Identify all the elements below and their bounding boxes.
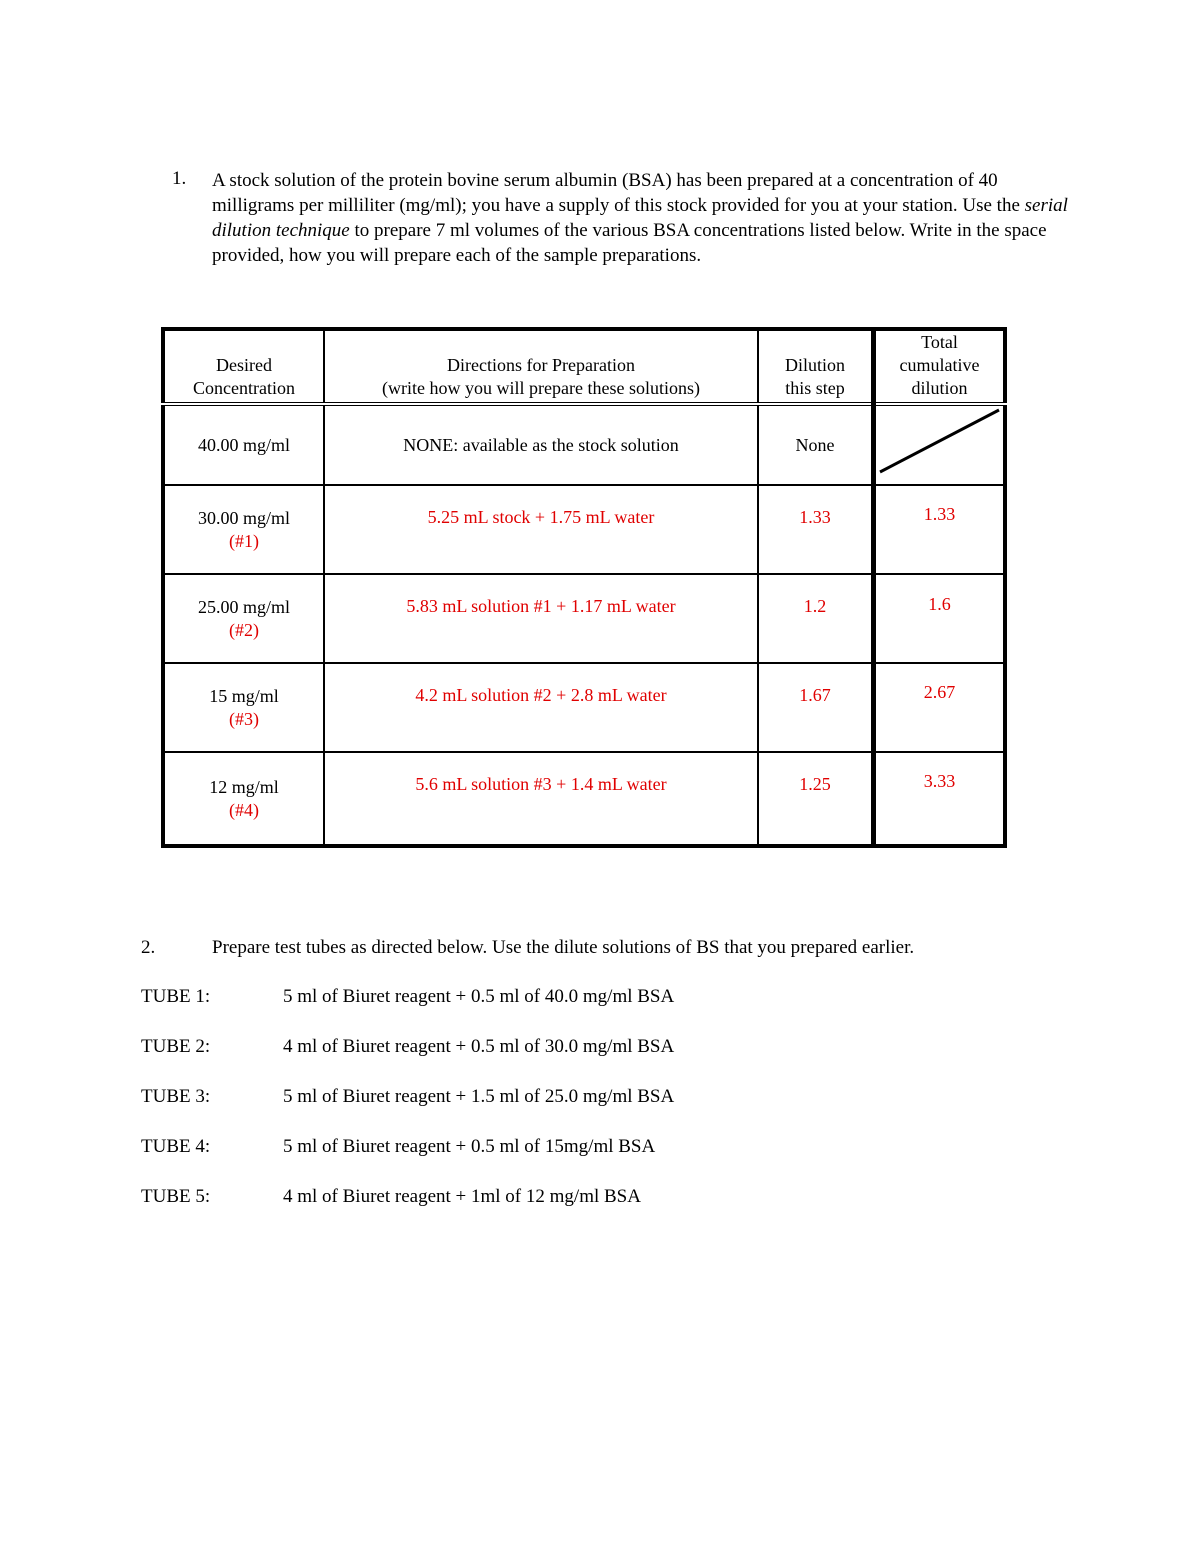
directions-text: 5.25 mL stock + 1.75 mL water [427, 507, 655, 527]
table-row [163, 404, 1005, 485]
header-col1-line1: Desired [216, 355, 272, 375]
diagonal-slash-icon [876, 406, 1003, 478]
tube-label: TUBE 1: [141, 986, 211, 1007]
question-1-text-part2: to prepare 7 ml volumes of the various BSA concentrations listed below. Write in the space provided, how you will prepare each of the sample preparations. [212, 220, 1047, 266]
row-dilution [758, 663, 874, 752]
cumulative-value: 1.33 [923, 504, 956, 524]
row-dilution: None [758, 404, 874, 485]
cumulative-value: 2.67 [923, 682, 956, 702]
row-cumulative [874, 485, 1006, 574]
solution-tag: (#2) [229, 619, 259, 640]
directions-text: 5.83 mL solution #1 + 1.17 mL water [406, 596, 676, 616]
table-row [163, 485, 1005, 574]
row-concentration [163, 404, 324, 485]
concentration-value: 40.00 mg/ml [197, 434, 290, 455]
header-col3-line2: this step [785, 378, 845, 398]
row-concentration [163, 574, 324, 663]
header-col3-line1: Dilution [784, 355, 845, 375]
tube-label: TUBE 4: [141, 1136, 211, 1157]
question-1-number: 1. [172, 168, 187, 189]
tube-description: 5 ml of Biuret reagent + 0.5 ml of 15mg/ml BSA [283, 1136, 656, 1157]
dilution-value: 1.67 [799, 685, 831, 705]
table-row [163, 663, 1005, 752]
header-col1-line2: Concentration [193, 378, 295, 398]
header-col4-line1: Total [921, 332, 958, 352]
solution-tag: (#4) [229, 799, 259, 820]
solution-tag: (#3) [229, 708, 259, 729]
row-concentration [163, 485, 324, 574]
row-directions [324, 574, 758, 663]
row-concentration [163, 752, 324, 846]
question-1-text-part1: A stock solution of the protein bovine serum albumin (BSA) has been prepared at a concentration of 40 milligrams per milliliter (mg/ml); you have a supply of this stock provided for you at your station. Use the [212, 170, 1025, 216]
dilution-value: 1.25 [799, 774, 831, 794]
header-col2-line2: (write how you will prepare these solutions) [382, 378, 700, 398]
row-directions [324, 663, 758, 752]
table-row [163, 752, 1005, 846]
directions-text: 5.6 mL solution #3 + 1.4 mL water [415, 774, 667, 794]
table-header-row [163, 329, 1005, 404]
question-1-italic-term: serial dilution technique [212, 195, 1068, 241]
row-cumulative [874, 752, 1006, 846]
tube-label: TUBE 2: [141, 1036, 211, 1057]
tube-label: TUBE 5: [141, 1186, 211, 1207]
row-cumulative [874, 663, 1006, 752]
tube-description: 4 ml of Biuret reagent + 1ml of 12 mg/ml BSA [283, 1186, 641, 1207]
dilution-value: 1.33 [799, 507, 831, 527]
row-cumulative [874, 574, 1006, 663]
question-1-text [212, 168, 1072, 268]
tube-description: 4 ml of Biuret reagent + 0.5 ml of 30.0 mg/ml BSA [283, 1036, 675, 1057]
row-dilution [758, 485, 874, 574]
directions-text: 4.2 mL solution #2 + 2.8 mL water [415, 685, 667, 705]
header-col4-line3: dilution [911, 378, 968, 398]
concentration-value: 25.00 mg/ml [197, 596, 290, 617]
header-desired-concentration [163, 329, 324, 404]
header-col2-line1: Directions for Preparation [447, 355, 635, 375]
header-dilution-step [758, 329, 874, 404]
row-directions [324, 485, 758, 574]
tube-description: 5 ml of Biuret reagent + 1.5 ml of 25.0 mg/ml BSA [283, 1086, 675, 1107]
question-2-number: 2. [141, 937, 156, 958]
row-dilution [758, 574, 874, 663]
table-row [163, 574, 1005, 663]
row-concentration [163, 663, 324, 752]
question-2-text: Prepare test tubes as directed below. Use the dilute solutions of BS that you prepared earlier. [212, 937, 915, 958]
row-dilution [758, 752, 874, 846]
row-directions: NONE: available as the stock solution [324, 404, 758, 485]
concentration-value: 15 mg/ml [209, 685, 279, 706]
solution-tag: (#1) [229, 530, 259, 551]
header-total-cumulative [874, 329, 1006, 404]
header-directions [324, 329, 758, 404]
row-directions [324, 752, 758, 846]
cumulative-value: 3.33 [923, 771, 956, 791]
tube-label: TUBE 3: [141, 1086, 211, 1107]
concentration-value: 12 mg/ml [209, 776, 279, 797]
dilution-table [161, 327, 1007, 848]
header-col4-line2: cumulative [899, 355, 980, 375]
cumulative-value: 1.6 [928, 594, 951, 614]
concentration-value: 30.00 mg/ml [197, 507, 290, 528]
tube-description: 5 ml of Biuret reagent + 0.5 ml of 40.0 mg/ml BSA [283, 986, 675, 1007]
row-cumulative-slash [874, 404, 1006, 485]
dilution-value: 1.2 [803, 596, 827, 616]
